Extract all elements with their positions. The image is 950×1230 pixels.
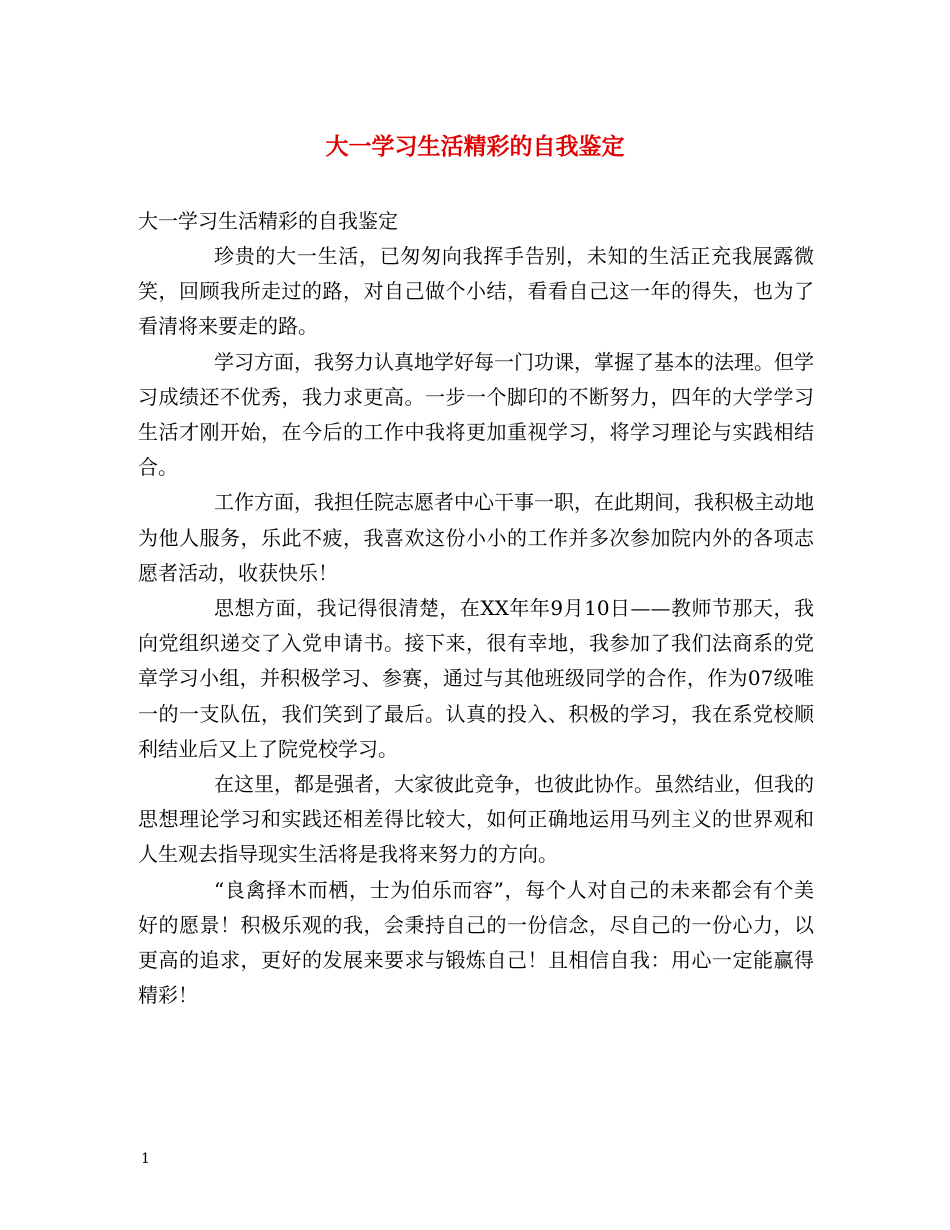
document-title: 大一学习生活精彩的自我鉴定 (325, 133, 625, 160)
paragraph-conclusion: “良禽择木而栖，士为伯乐而容”，每个人对自己的未来都会有个美好的愿景！积极乐观的我，会秉持自己的一份信念，尽自己的一份心力，以更高的追求，更好的发展来要求与锻炼自己！且相信自我：用心一定能赢得精彩！ (138, 877, 814, 1008)
paragraph-study: 学习方面，我努力认真地学好每一门功课，掌握了基本的法理。但学习成绩还不优秀，我力求更高。一步一个脚印的不断努力，四年的大学学习生活才刚开始，在今后的工作中我将更加重视学习，将学习理论与实践相结合。 (138, 349, 814, 480)
paragraph-intro: 珍贵的大一生活，已匆匆向我挥手告别，未知的生活正充我展露微笑，回顾我所走过的路，对自己做个小结，看看自己这一年的得失，也为了看清将来要走的路。 (138, 244, 814, 339)
paragraph-reflection: 在这里，都是强者，大家彼此竞争，也彼此协作。虽然结业，但我的思想理论学习和实践还相差得比较大，如何正确地运用马列主义的世界观和人生观去指导现实生活将是我将来努力的方向。 (138, 772, 814, 867)
paragraph-work: 工作方面，我担任院志愿者中心干事一职，在此期间，我积极主动地为他人服务，乐此不疲，我喜欢这份小小的工作并多次参加院内外的各项志愿者活动，收获快乐！ (138, 490, 814, 585)
document-body (138, 204, 814, 1013)
document-subheading: 大一学习生活精彩的自我鉴定 (138, 209, 398, 233)
page-number: 1 (141, 1151, 150, 1167)
paragraph-thought: 思想方面，我记得很清楚，在XX年年9月10日——教师节那天，我向党组织递交了入党申请书。接下来，很有幸地，我参加了我们法商系的党章学习小组，并积极学习、参赛，通过与其他班级同学的合作，作为07级唯一的一支队伍，我们笑到了最后。认真的投入、积极的学习，我在系党校顺利结业后又上了院党校学习。 (138, 596, 814, 761)
